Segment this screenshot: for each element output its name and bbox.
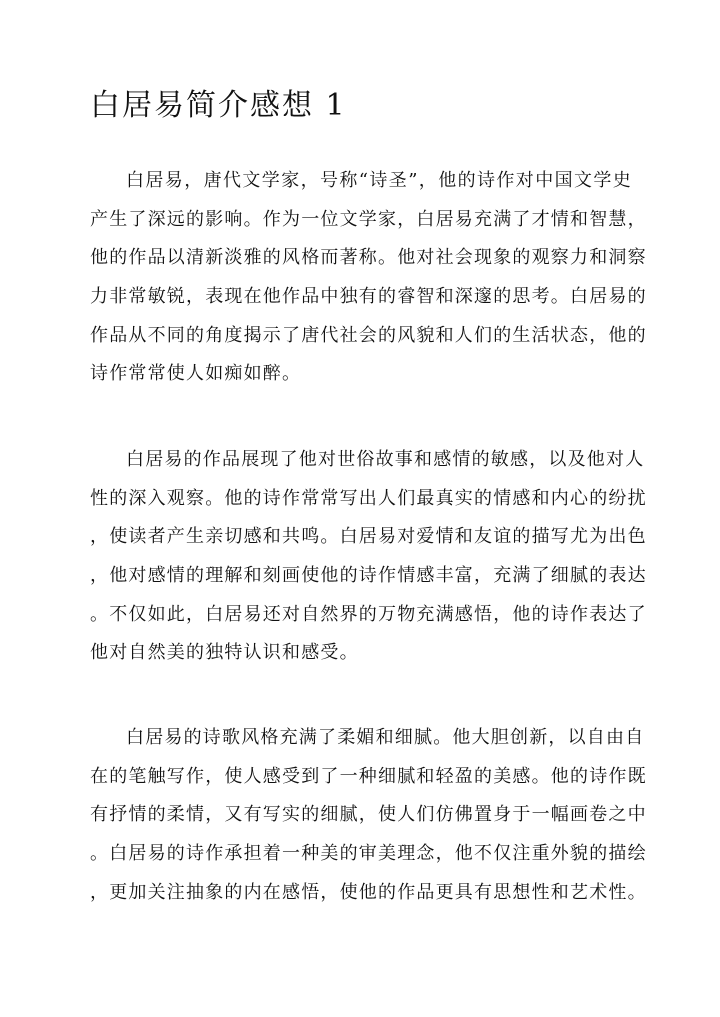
paragraph-line: 白居易的作品展现了他对世俗故事和感情的敏感，以及他对人 [126, 449, 645, 470]
paragraph-line: 。不仅如此，白居易还对自然界的万物充满感悟，他的诗作表达了 [90, 603, 647, 625]
paragraph-line: 他的作品以清新淡雅的风格而著称。他对社会现象的观察力和洞察 [90, 247, 647, 269]
paragraph-line: 作品从不同的角度揭示了唐代社会的风貌和人们的生活状态，他的 [90, 324, 647, 346]
paragraph-line: 在的笔触写作，使人感受到了一种细腻和轻盈的美感。他的诗作既 [90, 765, 647, 787]
paragraph-line: ，更加关注抽象的内在感悟，使他的作品更具有思想性和艺术性。 [90, 881, 647, 903]
paragraph-line: 性的深入观察。他的诗作常常写出人们最真实的情感和内心的纷扰 [90, 487, 647, 509]
paragraph-line: 白居易，唐代文学家，号称“诗圣”，他的诗作对中国文学史 [126, 170, 632, 191]
paragraph-line: 白居易的诗歌风格充满了柔媚和细腻。他大胆创新，以自由自 [126, 727, 645, 748]
paragraph-line: 有抒情的柔情，又有写实的细腻，使人们仿佛置身于一幅画卷之中 [90, 804, 647, 826]
paragraph-line: ，他对感情的理解和刻画使他的诗作情感丰富，充满了细腻的表达 [90, 565, 647, 587]
paragraph-line: ，使读者产生亲切感和共鸣。白居易对爱情和友谊的描写尤为出色 [90, 526, 647, 548]
paragraph-2 [90, 441, 647, 673]
paragraph-line: 他对自然美的独特认识和感受。 [90, 642, 359, 664]
paragraph-1 [90, 162, 647, 394]
paragraph-3 [90, 719, 647, 912]
document-title: 白居易简介感想 1 [90, 88, 347, 123]
paragraph-line: 力非常敏锐，表现在他作品中独有的睿智和深邃的思考。白居易的 [90, 286, 647, 308]
paragraph-line: 产生了深远的影响。作为一位文学家，白居易充满了才情和智慧， [90, 208, 647, 230]
paragraph-line: 。白居易的诗作承担着一种美的审美理念，他不仅注重外貌的描绘 [90, 843, 647, 865]
paragraph-line: 诗作常常使人如痴如醉。 [90, 363, 302, 385]
